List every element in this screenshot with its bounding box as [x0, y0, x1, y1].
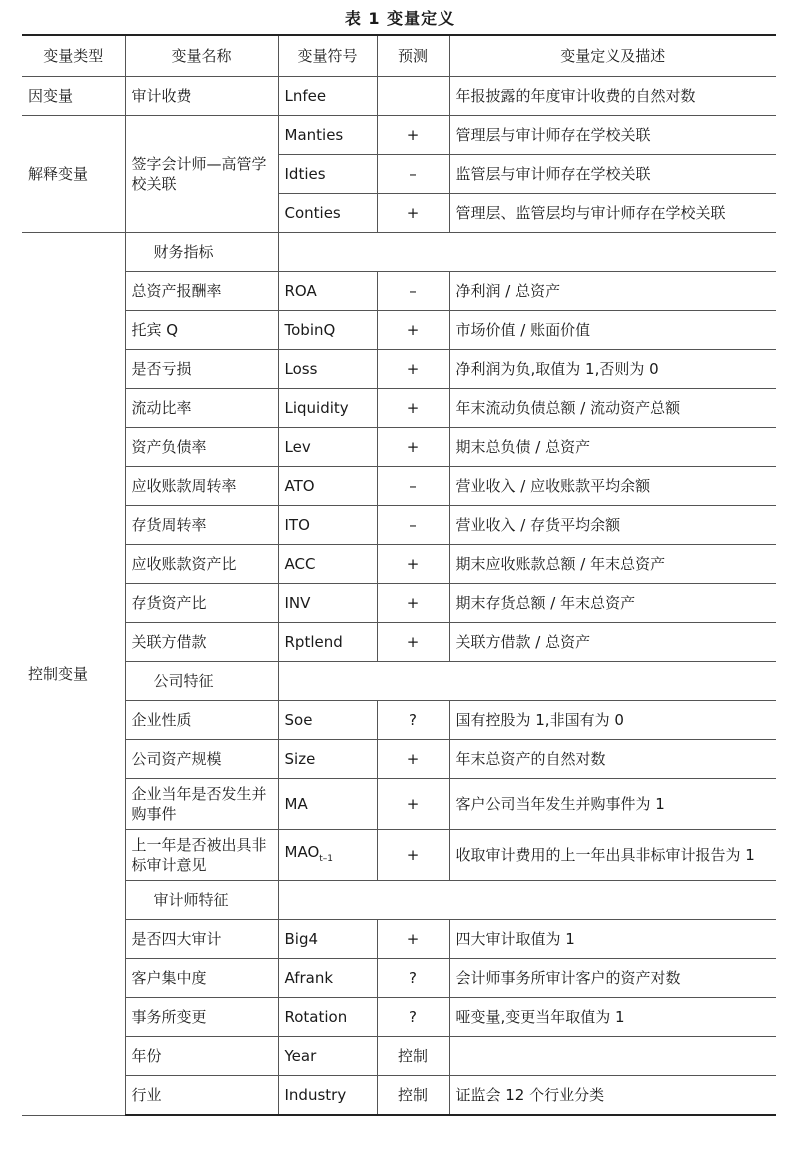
table-row [22, 272, 776, 311]
variable-description: 管理层与审计师存在学校关联 [449, 116, 776, 155]
prediction: + [377, 116, 449, 155]
prediction [377, 77, 449, 116]
table-row [22, 545, 776, 584]
variable-symbol: Rptlend [278, 623, 377, 662]
header-cell: 变量类型 [22, 35, 125, 77]
prediction: + [377, 779, 449, 830]
prediction: – [377, 467, 449, 506]
variable-symbol: Conties [278, 194, 377, 233]
table-row [22, 467, 776, 506]
table-row [22, 506, 776, 545]
group-cell: 因变量 [22, 77, 125, 116]
section-row [22, 881, 776, 920]
variable-description: 管理层、监管层均与审计师存在学校关联 [449, 194, 776, 233]
variable-symbol: Year [278, 1037, 377, 1076]
variable-name: 托宾 Q [125, 311, 278, 350]
variable-name: 客户集中度 [125, 959, 278, 998]
table-row [22, 959, 776, 998]
prediction: + [377, 830, 449, 881]
section-row [22, 233, 776, 272]
variable-description: 年报披露的年度审计收费的自然对数 [449, 77, 776, 116]
variable-name: 总资产报酬率 [125, 272, 278, 311]
section-row [22, 662, 776, 701]
variable-name: 事务所变更 [125, 998, 278, 1037]
header-cell: 变量名称 [125, 35, 278, 77]
group-cell: 解释变量 [22, 116, 125, 233]
section-filler [278, 662, 776, 701]
variable-description: 营业收入 / 应收账款平均余额 [449, 467, 776, 506]
prediction: ? [377, 959, 449, 998]
variable-name: 企业性质 [125, 701, 278, 740]
table-row [22, 311, 776, 350]
variable-symbol: Loss [278, 350, 377, 389]
table-row [22, 701, 776, 740]
table-row [22, 779, 776, 830]
variable-description: 四大审计取值为 1 [449, 920, 776, 959]
variable-symbol: Industry [278, 1076, 377, 1116]
table-header-row [22, 35, 776, 77]
table-row [22, 740, 776, 779]
variable-name: 存货周转率 [125, 506, 278, 545]
section-heading: 财务指标 [125, 233, 278, 272]
table-row [22, 1037, 776, 1076]
table-row [22, 623, 776, 662]
variable-name: 存货资产比 [125, 584, 278, 623]
table-row [22, 998, 776, 1037]
variable-symbol: MA [278, 779, 377, 830]
variable-name: 资产负债率 [125, 428, 278, 467]
variable-description: 年末总资产的自然对数 [449, 740, 776, 779]
table-row [22, 116, 776, 155]
variable-name: 年份 [125, 1037, 278, 1076]
prediction: + [377, 545, 449, 584]
table-row [22, 920, 776, 959]
variable-name: 关联方借款 [125, 623, 278, 662]
prediction: + [377, 194, 449, 233]
variable-symbol: Big4 [278, 920, 377, 959]
prediction: – [377, 272, 449, 311]
prediction: 控制 [377, 1076, 449, 1116]
variable-symbol: ATO [278, 467, 377, 506]
variable-description: 营业收入 / 存货平均余额 [449, 506, 776, 545]
variable-description: 期末存货总额 / 年末总资产 [449, 584, 776, 623]
variable-name: 上一年是否被出具非标审计意见 [125, 830, 278, 881]
variable-definition-table [22, 34, 776, 1116]
variable-description: 国有控股为 1,非国有为 0 [449, 701, 776, 740]
variable-symbol: Soe [278, 701, 377, 740]
table-row [22, 584, 776, 623]
prediction: ? [377, 998, 449, 1037]
table-row [22, 428, 776, 467]
variable-description [449, 1037, 776, 1076]
header-cell: 预测 [377, 35, 449, 77]
variable-description: 期末总负债 / 总资产 [449, 428, 776, 467]
variable-description: 客户公司当年发生并购事件为 1 [449, 779, 776, 830]
variable-symbol: Liquidity [278, 389, 377, 428]
prediction: + [377, 623, 449, 662]
prediction: + [377, 740, 449, 779]
variable-description: 哑变量,变更当年取值为 1 [449, 998, 776, 1037]
variable-symbol: Size [278, 740, 377, 779]
variable-description: 监管层与审计师存在学校关联 [449, 155, 776, 194]
table-row [22, 389, 776, 428]
variable-symbol: Rotation [278, 998, 377, 1037]
variable-symbol: ROA [278, 272, 377, 311]
variable-name: 企业当年是否发生并购事件 [125, 779, 278, 830]
prediction: + [377, 389, 449, 428]
variable-name: 签字会计师—高管学校关联 [125, 116, 278, 233]
section-heading: 审计师特征 [125, 881, 278, 920]
table-row [22, 77, 776, 116]
variable-description: 证监会 12 个行业分类 [449, 1076, 776, 1116]
variable-symbol: ACC [278, 545, 377, 584]
symbol-main: MAO [284, 842, 320, 861]
variable-symbol: ITO [278, 506, 377, 545]
variable-name: 是否四大审计 [125, 920, 278, 959]
variable-description: 关联方借款 / 总资产 [449, 623, 776, 662]
variable-name: 行业 [125, 1076, 278, 1116]
variable-description: 收取审计费用的上一年出具非标审计报告为 1 [449, 830, 776, 881]
prediction: + [377, 428, 449, 467]
variable-name: 应收账款资产比 [125, 545, 278, 584]
prediction: 控制 [377, 1037, 449, 1076]
variable-description: 年末流动负债总额 / 流动资产总额 [449, 389, 776, 428]
variable-symbol [278, 830, 377, 881]
variable-symbol: INV [278, 584, 377, 623]
section-filler [278, 233, 776, 272]
variable-name: 审计收费 [125, 77, 278, 116]
variable-symbol: TobinQ [278, 311, 377, 350]
variable-name: 是否亏损 [125, 350, 278, 389]
header-cell: 变量符号 [278, 35, 377, 77]
symbol-subscript: t–1 [319, 853, 334, 864]
table-title: 表 1 变量定义 [344, 9, 456, 28]
variable-symbol: Manties [278, 116, 377, 155]
variable-name: 公司资产规模 [125, 740, 278, 779]
variable-symbol: Lnfee [278, 77, 377, 116]
table-row [22, 1076, 776, 1116]
variable-description: 净利润为负,取值为 1,否则为 0 [449, 350, 776, 389]
prediction: + [377, 311, 449, 350]
table-row [22, 830, 776, 881]
variable-name: 流动比率 [125, 389, 278, 428]
prediction: – [377, 155, 449, 194]
table-row [22, 350, 776, 389]
prediction: + [377, 920, 449, 959]
variable-description: 市场价值 / 账面价值 [449, 311, 776, 350]
prediction: + [377, 350, 449, 389]
variable-description: 期末应收账款总额 / 年末总资产 [449, 545, 776, 584]
section-heading: 公司特征 [125, 662, 278, 701]
group-cell: 控制变量 [22, 233, 125, 1116]
prediction: ? [377, 701, 449, 740]
variable-symbol: Idties [278, 155, 377, 194]
variable-description: 净利润 / 总资产 [449, 272, 776, 311]
header-cell: 变量定义及描述 [449, 35, 776, 77]
variable-description: 会计师事务所审计客户的资产对数 [449, 959, 776, 998]
variable-name: 应收账款周转率 [125, 467, 278, 506]
variable-symbol: Lev [278, 428, 377, 467]
prediction: – [377, 506, 449, 545]
section-filler [278, 881, 776, 920]
variable-symbol: Afrank [278, 959, 377, 998]
prediction: + [377, 584, 449, 623]
